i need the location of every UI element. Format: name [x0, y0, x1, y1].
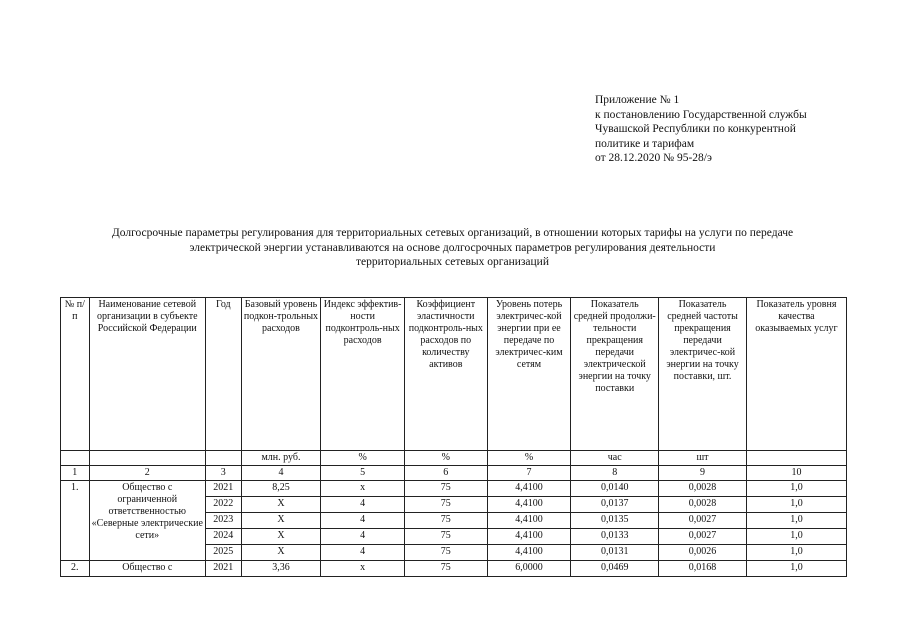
base-cost-cell: Х: [241, 497, 321, 513]
header-cell: № п/п: [61, 298, 90, 451]
duration-cell: 0,0133: [571, 529, 659, 545]
year-cell: 2025: [205, 545, 241, 561]
elasticity-cell: 75: [404, 481, 487, 497]
unit-cell: [89, 451, 205, 466]
document-title: [40, 226, 865, 270]
year-cell: 2021: [205, 561, 241, 577]
efficiency-index-cell: х: [321, 561, 405, 577]
base-cost-cell: 3,36: [241, 561, 321, 577]
parameters-table: [60, 297, 847, 577]
quality-cell: 1,0: [746, 545, 846, 561]
unit-cell: [205, 451, 241, 466]
elasticity-cell: 75: [404, 545, 487, 561]
column-number: 6: [404, 466, 487, 481]
column-number: 5: [321, 466, 405, 481]
appendix-line: Приложение № 1: [595, 94, 680, 106]
row-number: 1.: [61, 481, 90, 561]
base-cost-cell: Х: [241, 529, 321, 545]
losses-cell: 4,4100: [487, 513, 571, 529]
frequency-cell: 0,0027: [659, 513, 747, 529]
column-number: 9: [659, 466, 747, 481]
header-cell: Год: [205, 298, 241, 451]
column-number: 3: [205, 466, 241, 481]
header-row: [61, 298, 847, 451]
column-number: 7: [487, 466, 571, 481]
losses-cell: 6,0000: [487, 561, 571, 577]
unit-cell: %: [487, 451, 571, 466]
elasticity-cell: 75: [404, 529, 487, 545]
header-cell: Коэффициент эластичности подконтроль-ных расходов по количеству активов: [404, 298, 487, 451]
quality-cell: 1,0: [746, 529, 846, 545]
efficiency-index-cell: 4: [321, 545, 405, 561]
organization-name: Общество с: [89, 561, 205, 577]
quality-cell: 1,0: [746, 561, 846, 577]
header-cell: Индекс эффектив-ности подконтроль-ных расходов: [321, 298, 405, 451]
elasticity-cell: 75: [404, 497, 487, 513]
duration-cell: 0,0469: [571, 561, 659, 577]
duration-cell: 0,0131: [571, 545, 659, 561]
units-row: [61, 451, 847, 466]
header-cell: Базовый уровень подкон-трольных расходов: [241, 298, 321, 451]
unit-cell: [746, 451, 846, 466]
unit-cell: шт: [659, 451, 747, 466]
efficiency-index-cell: 4: [321, 513, 405, 529]
duration-cell: 0,0135: [571, 513, 659, 529]
frequency-cell: 0,0028: [659, 497, 747, 513]
unit-cell: %: [404, 451, 487, 466]
table-row: [61, 481, 847, 497]
frequency-cell: 0,0027: [659, 529, 747, 545]
efficiency-index-cell: 4: [321, 529, 405, 545]
header-cell: Уровень потерь электричес-кой энергии при ее передаче по электричес-ким сетям: [487, 298, 571, 451]
losses-cell: 4,4100: [487, 497, 571, 513]
appendix-line: Чувашской Республики по конкурентной: [595, 123, 796, 135]
losses-cell: 4,4100: [487, 481, 571, 497]
frequency-cell: 0,0026: [659, 545, 747, 561]
title-line: Долгосрочные параметры регулирования для территориальных сетевых организаций, в отношении которых тарифы на услуги по передаче: [111, 227, 794, 239]
title-line: электрической энергии устанавливаются на основе долгосрочных параметров регулирования деятельности: [189, 241, 716, 254]
year-cell: 2023: [205, 513, 241, 529]
elasticity-cell: 75: [404, 561, 487, 577]
base-cost-cell: Х: [241, 545, 321, 561]
elasticity-cell: 75: [404, 513, 487, 529]
efficiency-index-cell: х: [321, 481, 405, 497]
column-number: 2: [89, 466, 205, 481]
header-cell: Показатель средней продолжи-тельности прекращения передачи электрической энергии на точку поставки: [571, 298, 659, 451]
column-number: 8: [571, 466, 659, 481]
frequency-cell: 0,0168: [659, 561, 747, 577]
frequency-cell: 0,0028: [659, 481, 747, 497]
losses-cell: 4,4100: [487, 545, 571, 561]
unit-cell: час: [571, 451, 659, 466]
unit-cell: [61, 451, 90, 466]
organization-name: Общество с ограниченной ответственностью «Северные электрические сети»: [89, 481, 205, 561]
title-line: территориальных сетевых организаций: [355, 256, 549, 268]
base-cost-cell: 8,25: [241, 481, 321, 497]
efficiency-index-cell: 4: [321, 497, 405, 513]
header-cell: Наименование сетевой организации в субъекте Российской Федерации: [89, 298, 205, 451]
header-cell: Показатель уровня качества оказываемых услуг: [746, 298, 846, 451]
column-number: 4: [241, 466, 321, 481]
quality-cell: 1,0: [746, 513, 846, 529]
column-number: 1: [61, 466, 90, 481]
header-cell: Показатель средней частоты прекращения передачи электричес-кой энергии на точку поставки, шт.: [659, 298, 747, 451]
column-number: 10: [746, 466, 846, 481]
quality-cell: 1,0: [746, 497, 846, 513]
losses-cell: 4,4100: [487, 529, 571, 545]
unit-cell: %: [321, 451, 405, 466]
appendix-line: от 28.12.2020 № 95-28/э: [595, 152, 712, 164]
appendix-line: к постановлению Государственной службы: [595, 108, 807, 121]
table-row: [61, 561, 847, 577]
row-number: 2.: [61, 561, 90, 577]
year-cell: 2021: [205, 481, 241, 497]
quality-cell: 1,0: [746, 481, 846, 497]
column-number-row: [61, 466, 847, 481]
appendix-note: [595, 93, 895, 166]
year-cell: 2024: [205, 529, 241, 545]
appendix-line: политике и тарифам: [595, 137, 695, 150]
duration-cell: 0,0140: [571, 481, 659, 497]
unit-cell: млн. руб.: [241, 451, 321, 466]
duration-cell: 0,0137: [571, 497, 659, 513]
year-cell: 2022: [205, 497, 241, 513]
base-cost-cell: Х: [241, 513, 321, 529]
